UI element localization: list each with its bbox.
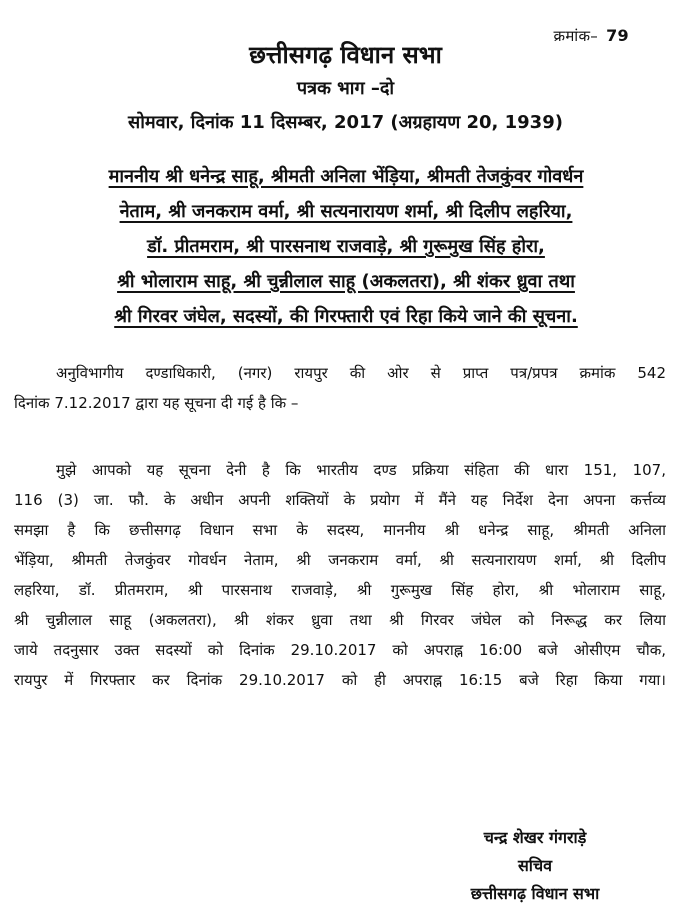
paragraph-line: श्री चुन्नीलाल साहू (अकलतरा), श्री शंकर ध्रुवा तथा श्री गिरवर जंघेल को निरूद्ध कर लिया bbox=[14, 611, 666, 629]
paragraph-line: अनुविभागीय दण्डाधिकारी, (नगर) रायपुर की ओर से प्राप्त पत्र/प्रपत्र क्रमांक 542 bbox=[56, 364, 666, 382]
signatory-office: छत्तीसगढ़ विधान सभा bbox=[470, 884, 600, 903]
paragraph-line: लहरिया, डॉ. प्रीतमराम, श्री पारसनाथ राजवाड़े, श्री गुरूमुख सिंह होरा, श्री भोलाराम साहू, bbox=[14, 581, 666, 599]
paragraph-line: दिनांक 7.12.2017 द्वारा यह सूचना दी गई है कि – bbox=[14, 394, 299, 412]
subject-line: माननीय श्री धनेन्द्र साहू, श्रीमती अनिला भेंड़िया, श्रीमती तेजकुंवर गोवर्धन bbox=[108, 166, 584, 187]
notice-paragraph bbox=[14, 455, 666, 695]
subject-line: श्री भोलाराम साहू, श्री चुन्नीलाल साहू (अकलतरा), श्री शंकर ध्रुवा तथा bbox=[117, 271, 575, 292]
document-subtitle: पत्रक भाग –दो bbox=[296, 78, 395, 99]
intro-paragraph bbox=[14, 358, 666, 418]
document-title: छत्तीसगढ़ विधान सभा bbox=[249, 41, 442, 69]
paragraph-line: रायपुर में गिरफ्तार कर दिनांक 29.10.2017 को ही अपराह्न 16:15 बजे रिहा किया गया। bbox=[14, 671, 666, 689]
paragraph-line: समझा है कि छत्तीसगढ़ विधान सभा के सदस्य, माननीय श्री धनेन्द्र साहू, श्रीमती अनिला bbox=[14, 521, 666, 539]
signatory-name: चन्द्र शेखर गंगराड़े bbox=[483, 828, 587, 847]
subject-line: डॉ. प्रीतमराम, श्री पारसनाथ राजवाड़े, श्री गुरूमुख सिंह होरा, bbox=[147, 236, 545, 257]
subject-heading bbox=[26, 160, 666, 335]
serial-value: 79 bbox=[606, 26, 629, 45]
signature-block bbox=[420, 824, 650, 908]
subject-line: श्री गिरवर जंघेल, सदस्यों, की गिरफ्तारी एवं रिहा किये जाने की सूचना. bbox=[114, 306, 578, 327]
subject-line: नेताम, श्री जनकराम वर्मा, श्री सत्यनारायण शर्मा, श्री दिलीप लहरिया, bbox=[119, 201, 573, 222]
signatory-designation: सचिव bbox=[517, 856, 553, 875]
paragraph-line: 116 (3) जा. फौ. के अधीन अपनी शक्तियों के प्रयोग में मैंने यह निर्देश देना अपना कर्त्तव्य bbox=[14, 491, 666, 509]
paragraph-line: भेंड़िया, श्रीमती तेजकुंवर गोवर्धन नेताम, श्री जनकराम वर्मा, श्री सत्यनारायण शर्मा, श्री दिलीप bbox=[14, 551, 666, 569]
serial-label: क्रमांक– bbox=[553, 27, 599, 45]
document-date: सोमवार, दिनांक 11 दिसम्बर, 2017 (अग्रहायण 20, 1939) bbox=[128, 112, 563, 133]
paragraph-line: मुझे आपको यह सूचना देनी है कि भारतीय दण्ड प्रक्रिया संहिता की धारा 151, 107, bbox=[56, 461, 666, 479]
paragraph-line: जाये तदनुसार उक्त सदस्यों को दिनांक 29.10.2017 को अपराह्न 16:00 बजे ओसीएम चौक, bbox=[14, 641, 666, 659]
